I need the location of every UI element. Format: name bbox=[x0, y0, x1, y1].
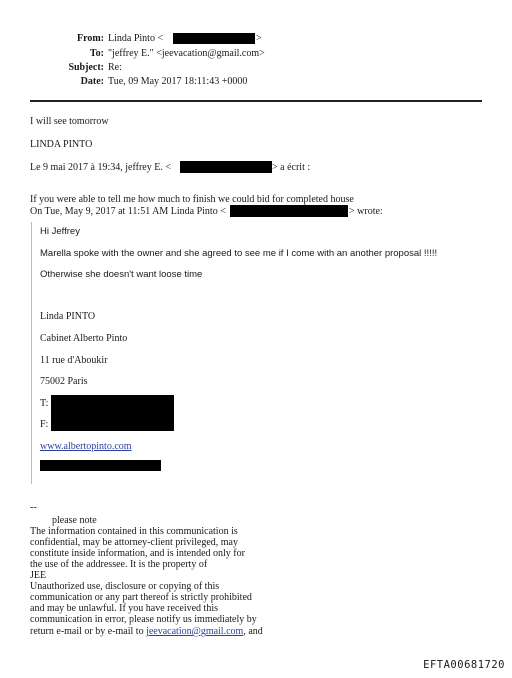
subject-row bbox=[0, 62, 122, 74]
from-label: From: bbox=[76, 33, 104, 44]
disclaimer-line: communication or any part thereof is strictly prohibited bbox=[30, 592, 252, 603]
disclaimer-line: and may be unlawful. If you have received this bbox=[30, 603, 218, 614]
disclaimer-line: communication in error, please notify us immediately by bbox=[30, 614, 257, 625]
redaction-from-email bbox=[173, 33, 255, 44]
quoted-paragraph-2: Otherwise she doesn't want loose time bbox=[40, 269, 203, 280]
disclaimer-line: Unauthorized use, disclosure or copying of this bbox=[30, 581, 220, 592]
quoted-greeting: Hi Jeffrey bbox=[40, 226, 80, 237]
sig-address: 11 rue d'Aboukir bbox=[40, 355, 108, 366]
from-close: > bbox=[256, 33, 262, 44]
disclaimer-line: the use of the addressee. It is the property of bbox=[30, 559, 208, 570]
redaction-phone-fax bbox=[51, 395, 174, 431]
redaction-jeffrey-email bbox=[180, 161, 272, 173]
disclaimer-note: please note bbox=[52, 515, 97, 526]
from-row bbox=[0, 33, 163, 45]
website-link[interactable]: www.albertopinto.com bbox=[40, 441, 132, 452]
sig-name: Linda PINTO bbox=[40, 311, 96, 322]
reply-signature: LINDA PINTO bbox=[30, 139, 93, 150]
sig-company: Cabinet Alberto Pinto bbox=[40, 333, 128, 344]
disclaimer-last-suffix: , and bbox=[243, 626, 263, 637]
disclaimer-line: JEE bbox=[30, 570, 47, 581]
reply-text: I will see tomorrow bbox=[30, 116, 109, 127]
date-row bbox=[0, 76, 247, 88]
document-id: EFTA00681720 bbox=[423, 659, 505, 671]
quoted-paragraph-1: Marella spoke with the owner and she agreed to see me if I come with an another proposal !!!!! bbox=[40, 248, 438, 259]
sig-tel-label: T: bbox=[40, 398, 49, 409]
reply-intro bbox=[30, 162, 171, 174]
date-label: Date: bbox=[80, 76, 104, 87]
quote-intro-suffix: > wrote: bbox=[349, 206, 383, 217]
subject-value: Re: bbox=[108, 62, 122, 73]
quote-intro bbox=[30, 206, 226, 218]
redaction-signature-line bbox=[40, 460, 161, 471]
reply-intro-prefix: Le 9 mai 2017 à 19:34, jeffrey E. < bbox=[30, 162, 171, 173]
redaction-linda-email bbox=[230, 205, 348, 217]
sig-city: 75002 Paris bbox=[40, 376, 88, 387]
jeffrey-message: If you were able to tell me how much to finish we could bid for completed house bbox=[30, 194, 354, 205]
quote-bar bbox=[31, 222, 32, 484]
header-divider bbox=[30, 100, 482, 102]
email-link[interactable]: jeevacation@gmail.com bbox=[146, 626, 244, 637]
disclaimer-line: confidential, may be attorney-client privileged, may bbox=[30, 537, 238, 548]
disclaimer-dashes: -- bbox=[30, 502, 37, 513]
from-value: Linda Pinto < bbox=[108, 33, 164, 44]
date-value: Tue, 09 May 2017 18:11:43 +0000 bbox=[108, 76, 248, 87]
sig-website-link[interactable] bbox=[40, 441, 132, 453]
to-value: "jeffrey E." <jeevacation@gmail.com> bbox=[108, 48, 265, 59]
subject-label: Subject: bbox=[68, 62, 104, 73]
disclaimer-line: constitute inside information, and is intended only for bbox=[30, 548, 245, 559]
to-label: To: bbox=[89, 48, 104, 59]
reply-intro-suffix: > a écrit : bbox=[272, 162, 311, 173]
quote-intro-prefix: On Tue, May 9, 2017 at 11:51 AM Linda Pinto < bbox=[30, 206, 226, 217]
disclaimer-last-line bbox=[30, 626, 263, 638]
disclaimer-line: The information contained in this communication is bbox=[30, 526, 238, 537]
disclaimer-last-prefix: return e-mail or by e-mail to bbox=[30, 626, 147, 637]
to-row bbox=[0, 48, 265, 60]
sig-fax-label: F: bbox=[40, 419, 49, 430]
